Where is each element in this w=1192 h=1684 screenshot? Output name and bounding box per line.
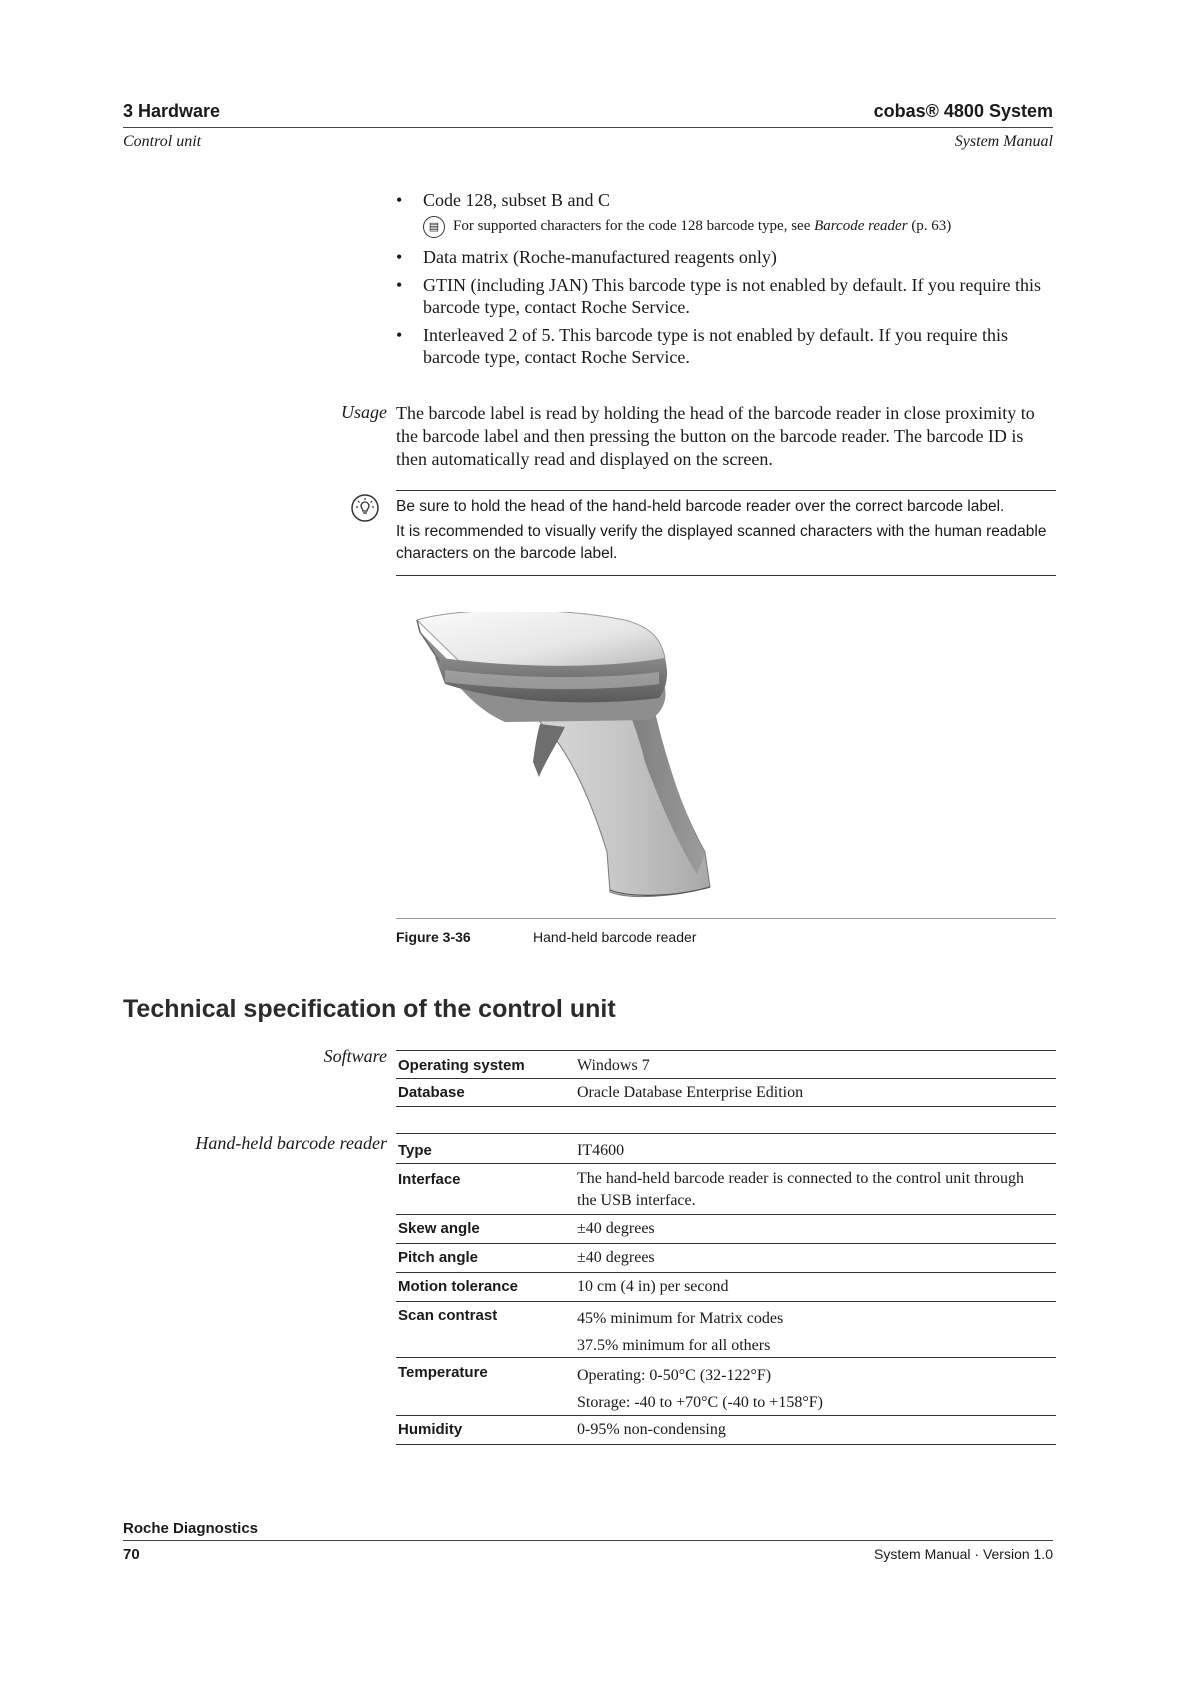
spec-value (577, 1134, 1056, 1162)
spec-value (577, 1051, 1056, 1077)
spec-value (577, 1244, 1056, 1269)
spec-key: Interface (398, 1171, 461, 1188)
spec-value-line: Storage: -40 to +70°C (-40 to +158°F) (577, 1394, 823, 1411)
spec-value-line: Windows 7 (577, 1057, 650, 1074)
figure-label: Figure 3-36 (396, 929, 471, 945)
spec-value (577, 1302, 1056, 1359)
spec-value (577, 1273, 1056, 1298)
list-item: • GTIN (including JAN) This barcode type is not enabled by default. If you require this barcode type, contact Roche Service. (396, 274, 1056, 318)
usage-text: The barcode label is read by holding the head of the barcode reader in close proximity to the barcode label and then pressing the button on the barcode reader. The barcode ID is then automatically read and displayed on the screen. (396, 403, 1035, 469)
table-row (396, 1302, 1056, 1358)
list-item: • Code 128, subset B and C (396, 189, 1056, 211)
spec-key: Type (398, 1142, 432, 1159)
figure-caption: Hand-held barcode reader (533, 929, 697, 945)
list-item: • Interleaved 2 of 5. This barcode type is not enabled by default. If you require this barcode type, contact Roche Service. (396, 324, 1056, 368)
footer-rule (123, 1540, 1053, 1541)
software-table (396, 1050, 1056, 1107)
spec-value-line: The hand-held barcode reader is connected to the control unit through the USB interface. (577, 1170, 1024, 1209)
table-row (396, 1164, 1056, 1215)
spec-key: Database (398, 1084, 465, 1101)
list-item: • Data matrix (Roche-manufactured reagents only) (396, 246, 1056, 268)
table-row (396, 1273, 1056, 1302)
spec-key: Motion tolerance (398, 1278, 519, 1295)
spec-value-line: Oracle Database Enterprise Edition (577, 1084, 804, 1101)
table-row (396, 1134, 1056, 1164)
section-heading: Technical specification of the control unit (123, 995, 616, 1023)
usage-label: Usage (341, 402, 387, 422)
spec-value (577, 1358, 1056, 1416)
spec-value-line: IT4600 (577, 1142, 625, 1159)
spec-value-line: Operating: 0-50°C (32-122°F) (577, 1367, 772, 1384)
spec-key: Scan contrast (398, 1307, 498, 1324)
tip-text (396, 496, 1056, 568)
spec-value-line: 0-95% non-condensing (577, 1421, 726, 1438)
spec-value-line: ±40 degrees (577, 1249, 655, 1266)
product-title: cobas® 4800 System (873, 101, 1053, 121)
spec-key: Temperature (398, 1364, 488, 1381)
spec-key: Operating system (398, 1057, 525, 1074)
cross-reference-page: (p. 63) (907, 218, 952, 234)
spec-key: Pitch angle (398, 1249, 479, 1266)
section-subtitle: Control unit (123, 133, 202, 150)
manual-subtitle: System Manual (954, 133, 1053, 150)
barcode-type-list (396, 189, 1056, 374)
table-row (396, 1215, 1056, 1244)
barcode-scanner-image (415, 612, 755, 902)
cross-reference-text: For supported characters for the code 128 barcode type, see (453, 218, 815, 234)
cross-reference-note (396, 215, 1056, 238)
barcode-reader-label: Hand-held barcode reader (195, 1133, 387, 1153)
footer-company: Roche Diagnostics (123, 1520, 259, 1537)
footer-version: System Manual · Version 1.0 (874, 1546, 1053, 1562)
tip-rule-top (396, 490, 1056, 491)
header-rule (123, 127, 1053, 128)
spec-value-line: 37.5% minimum for all others (577, 1337, 771, 1354)
spec-value-line: 10 cm (4 in) per second (577, 1278, 729, 1295)
software-label: Software (323, 1046, 387, 1066)
table-row (396, 1244, 1056, 1273)
tip-rule-bottom (396, 575, 1056, 576)
cross-reference-link[interactable]: Barcode reader (814, 218, 908, 234)
lightbulb-icon (350, 493, 380, 523)
cross-reference-icon: ▤ (423, 216, 445, 238)
barcode-reader-table (396, 1133, 1056, 1445)
chapter-title: 3 Hardware (123, 101, 221, 121)
table-row (396, 1358, 1056, 1416)
page-number: 70 (123, 1546, 140, 1563)
spec-key: Skew angle (398, 1220, 480, 1237)
table-row (396, 1079, 1056, 1107)
tip-line: It is recommended to visually verify the displayed scanned characters with the human readable characters on the barcode label. (396, 523, 1047, 562)
spec-value (577, 1215, 1056, 1240)
figure-rule (396, 918, 1056, 919)
spec-key: Humidity (398, 1421, 463, 1438)
spec-value (577, 1416, 1056, 1441)
spec-value (577, 1164, 1056, 1212)
spec-value-line: ±40 degrees (577, 1220, 655, 1237)
table-row (396, 1416, 1056, 1445)
tip-line: Be sure to hold the head of the hand-held barcode reader over the correct barcode label. (396, 498, 1005, 515)
table-row (396, 1051, 1056, 1079)
spec-value (577, 1079, 1056, 1104)
spec-value-line: 45% minimum for Matrix codes (577, 1310, 784, 1327)
